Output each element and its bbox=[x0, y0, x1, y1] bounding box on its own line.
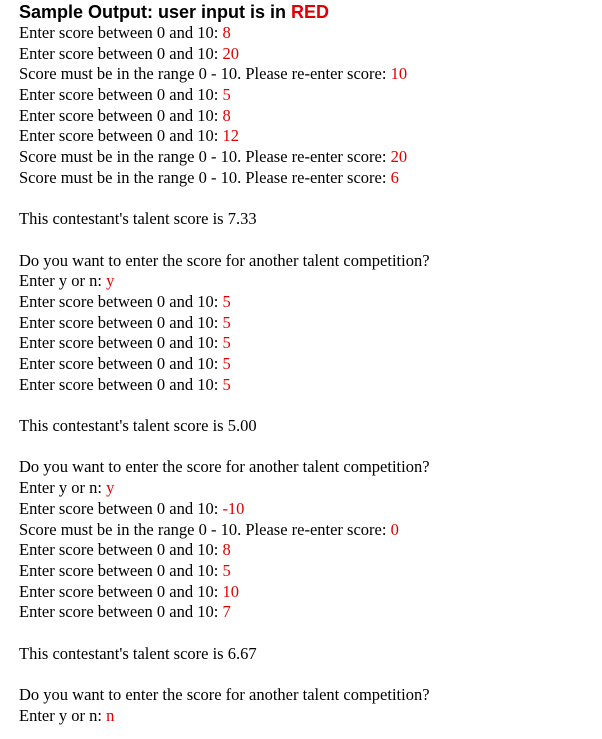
blank-line bbox=[19, 230, 594, 251]
output-line bbox=[19, 313, 594, 334]
blank-line bbox=[19, 664, 594, 685]
user-input-text: y bbox=[106, 478, 115, 498]
output-line bbox=[19, 333, 594, 354]
output-line bbox=[19, 499, 594, 520]
output-line bbox=[19, 168, 594, 189]
output-line bbox=[19, 44, 594, 65]
prompt-text: Enter score between 0 and 10: bbox=[19, 126, 223, 146]
title-prefix: Sample Output: user input is in bbox=[19, 2, 292, 22]
output-line bbox=[19, 106, 594, 127]
output-line bbox=[19, 644, 594, 665]
user-input-text: 5 bbox=[222, 333, 231, 353]
user-input-text: 0 bbox=[390, 519, 399, 539]
output-line bbox=[19, 685, 594, 706]
output-line bbox=[19, 520, 594, 541]
output-line bbox=[19, 23, 594, 44]
prompt-text: Enter score between 0 and 10: bbox=[19, 23, 223, 42]
user-input-text: y bbox=[106, 271, 115, 291]
prompt-text: Do you want to enter the score for another talent competition? bbox=[19, 250, 430, 270]
blank-line bbox=[19, 623, 594, 644]
output-line bbox=[19, 147, 594, 168]
prompt-text: Enter score between 0 and 10: bbox=[19, 43, 223, 63]
user-input-text: 20 bbox=[222, 43, 239, 63]
prompt-text: Enter score between 0 and 10: bbox=[19, 333, 223, 353]
user-input-text: 5 bbox=[222, 374, 231, 394]
user-input-text: 20 bbox=[390, 147, 408, 167]
output-line bbox=[19, 209, 594, 230]
title-red-word: RED bbox=[291, 2, 330, 22]
user-input-text: 5 bbox=[222, 291, 231, 311]
prompt-text: This contestant's talent score is 7.33 bbox=[19, 209, 257, 229]
output-line bbox=[19, 64, 594, 85]
user-input-text: 5 bbox=[222, 560, 231, 580]
prompt-text: Enter score between 0 and 10: bbox=[19, 105, 223, 125]
prompt-text: Enter score between 0 and 10: bbox=[19, 602, 223, 622]
output-line bbox=[19, 457, 594, 478]
prompt-text: Enter score between 0 and 10: bbox=[19, 581, 223, 601]
user-input-text: 8 bbox=[222, 23, 231, 42]
output-line bbox=[19, 126, 594, 147]
prompt-text: Enter score between 0 and 10: bbox=[19, 374, 223, 394]
prompt-text: Enter score between 0 and 10: bbox=[19, 540, 223, 560]
output-line bbox=[19, 85, 594, 106]
user-input-text: 5 bbox=[222, 85, 231, 105]
user-input-text: 10 bbox=[222, 581, 239, 601]
user-input-text: 8 bbox=[222, 105, 231, 125]
prompt-text: Do you want to enter the score for another talent competition? bbox=[19, 457, 430, 477]
prompt-text: Enter score between 0 and 10: bbox=[19, 498, 223, 518]
prompt-text: Enter score between 0 and 10: bbox=[19, 312, 223, 332]
user-input-text: 5 bbox=[222, 354, 231, 373]
output-line bbox=[19, 602, 594, 623]
output-line bbox=[19, 375, 594, 396]
prompt-text: Enter y or n: bbox=[19, 705, 107, 725]
output-line bbox=[19, 416, 594, 437]
prompt-text: Enter score between 0 and 10: bbox=[19, 85, 223, 105]
user-input-text: 8 bbox=[222, 540, 231, 560]
output-line bbox=[19, 561, 594, 582]
output-line bbox=[19, 251, 594, 272]
user-input-text: 6 bbox=[390, 167, 399, 187]
output-line bbox=[19, 540, 594, 561]
user-input-text: n bbox=[106, 705, 115, 725]
output-line bbox=[19, 354, 594, 375]
blank-line bbox=[19, 189, 594, 210]
user-input-text: 7 bbox=[222, 602, 231, 622]
prompt-text: Score must be in the range 0 - 10. Please re-enter score: bbox=[19, 147, 391, 167]
user-input-text: 12 bbox=[222, 126, 239, 146]
blank-line bbox=[19, 395, 594, 416]
prompt-text: Score must be in the range 0 - 10. Please re-enter score: bbox=[19, 64, 391, 84]
blank-line bbox=[19, 437, 594, 458]
prompt-text: This contestant's talent score is 5.00 bbox=[19, 416, 257, 436]
prompt-text: Do you want to enter the score for another talent competition? bbox=[19, 685, 430, 704]
output-line bbox=[19, 271, 594, 292]
prompt-text: Enter score between 0 and 10: bbox=[19, 291, 223, 311]
prompt-text: Enter y or n: bbox=[19, 271, 107, 291]
prompt-text: Enter score between 0 and 10: bbox=[19, 354, 223, 373]
output-line bbox=[19, 706, 594, 727]
prompt-text: This contestant's talent score is 6.67 bbox=[19, 643, 257, 663]
prompt-text: Enter score between 0 and 10: bbox=[19, 560, 223, 580]
prompt-text: Enter y or n: bbox=[19, 478, 107, 498]
prompt-text: Score must be in the range 0 - 10. Please re-enter score: bbox=[19, 519, 391, 539]
user-input-text: 5 bbox=[222, 312, 231, 332]
user-input-text: 10 bbox=[390, 64, 408, 84]
sample-output-transcript bbox=[19, 23, 594, 726]
page-title bbox=[19, 1, 329, 23]
user-input-text: -10 bbox=[222, 498, 245, 518]
output-line bbox=[19, 582, 594, 603]
prompt-text: Score must be in the range 0 - 10. Please re-enter score: bbox=[19, 167, 391, 187]
output-line bbox=[19, 478, 594, 499]
output-line bbox=[19, 292, 594, 313]
